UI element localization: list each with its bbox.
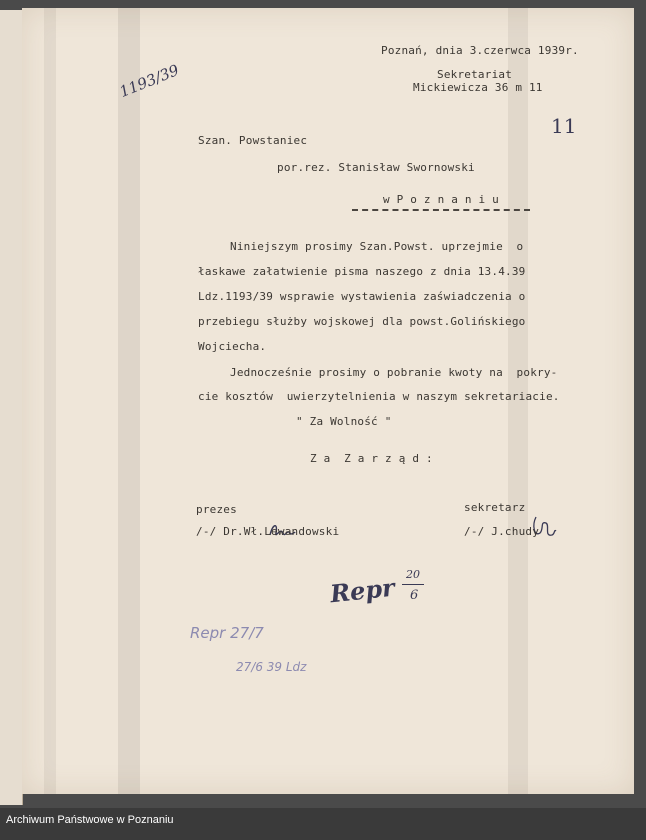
president-title: prezes: [196, 503, 237, 516]
salutation: Szan. Powstaniec: [198, 134, 308, 147]
body-line: cie kosztów uwierzytelnienia w naszym sekretariacie.: [198, 390, 560, 403]
motto: " Za Wolność ": [296, 415, 392, 428]
secretary-signature: [520, 494, 558, 547]
archive-name: Archiwum Państwowe w Poznaniu: [6, 814, 174, 826]
fold-stripe: [118, 8, 140, 794]
body-line: Wojciecha.: [198, 340, 267, 353]
place-date: Poznań, dnia 3.czerwca 1939r.: [381, 44, 579, 57]
body-line: Niniejszym prosimy Szan.Powst. uprzejmie o: [230, 240, 524, 253]
secretary-name: /-/ J.chudy: [464, 525, 540, 538]
president-name: /-/ Dr.Wł.Lewandowski: [196, 525, 340, 538]
recipient-name: por.rez. Stanisław Swornowski: [277, 161, 475, 174]
body-line: przebiegu służby wojskowej dla powst.Golińskiego: [198, 315, 526, 328]
board-signoff: Z a Z a r z ą d :: [310, 452, 433, 465]
body-line: Jednocześnie prosimy o pobranie kwoty na pokry-: [230, 366, 558, 379]
secretary-title: sekretarz: [464, 501, 526, 514]
handwritten-repr: Repr: [328, 572, 396, 609]
recipient-location: w P o z n a n i u: [383, 193, 499, 206]
handwritten-page-number: 11: [551, 114, 577, 138]
repr-fraction-denominator: 6: [410, 588, 419, 603]
sender-line-2: Mickiewicza 36 m 11: [413, 81, 543, 94]
location-underline: [352, 209, 530, 211]
handwritten-ref-number: 1193/39: [116, 60, 182, 102]
pencil-note-2: 27/6 39 Ldz: [236, 660, 307, 674]
body-line: łaskawe załatwienie pisma naszego z dnia 13.4.39: [198, 265, 526, 278]
body-line: Ldz.1193/39 wsprawie wystawienia zaświadczenia o: [198, 290, 526, 303]
sender-line-1: Sekretariat: [437, 68, 513, 81]
pencil-note-1: Repr 27/7: [190, 624, 264, 642]
repr-fraction-bar: [402, 584, 424, 585]
repr-fraction-numerator: 20: [406, 568, 420, 581]
fold-stripe: [44, 8, 56, 794]
underlying-sheet-edge: [0, 10, 23, 805]
